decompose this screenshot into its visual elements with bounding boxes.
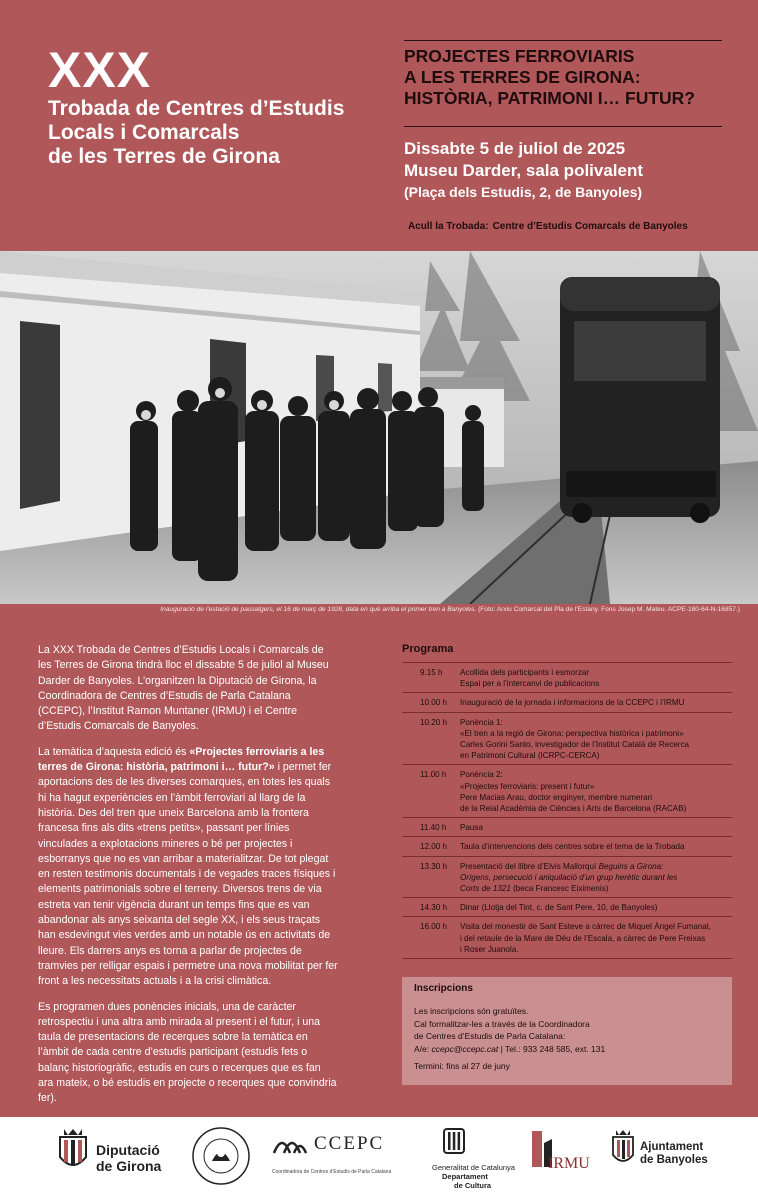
diputacio-crest-icon — [56, 1127, 90, 1175]
programme-line: Pausa — [460, 823, 483, 833]
banyoles-crest-icon — [610, 1127, 636, 1167]
centre-estudis-banyoles-logo — [190, 1125, 252, 1192]
event-title — [48, 97, 378, 169]
programme-text: (beca Francesc Eiximenis) — [510, 884, 609, 894]
programme-time: 11.00 h — [420, 770, 447, 780]
event-venue: Museu Darder, sala polivalent — [404, 161, 644, 180]
programme-line: i Roser Juanola. — [460, 944, 519, 954]
programme-title: Programa — [402, 643, 454, 655]
intro-paragraph: Es programen dues ponències inicials, una de caràcter retrospectiu i una altra amb mirada al present i el futur, i una taula de presentacions de recerques sobre la temàtica en l’àmbit de cada centre d’estudis participant (estudis fets o balanç historiogràfic, estudis en curs o recerques que es fan ara mateix, o bé estudis en projecte o recerques que convindria fer). — [38, 1000, 337, 1105]
programme-desc — [460, 822, 732, 833]
ccepc-subtitle: Coordinadora de Centres d’Estudis de Parla Catalana — [272, 1169, 392, 1175]
programme-line: Acollida dels participants i esmorzar — [460, 668, 590, 677]
programme-row — [402, 916, 732, 959]
programme-desc — [460, 697, 732, 708]
programme-line: Ponència 2: — [460, 770, 503, 780]
programme-row — [402, 817, 732, 836]
event-title-line: Trobada de Centres d’Estudis — [48, 97, 345, 120]
programme-time: 9.15 h — [420, 668, 443, 677]
ajuntament-line: de Banyoles — [640, 1154, 708, 1166]
programme-time: 12.00 h — [420, 842, 448, 852]
programme-row — [402, 662, 732, 692]
host-line — [404, 221, 688, 232]
programme-line: Espai per a l’intercanvi de publicacions — [460, 679, 600, 689]
programme-desc — [460, 841, 732, 852]
programme-line — [460, 883, 732, 894]
ccepc-logo — [272, 1127, 392, 1175]
divider — [404, 40, 722, 41]
event-title-line: de les Terres de Girona — [48, 145, 280, 168]
programme-line: Taula d’intervencions dels centres sobre el tema de la Trobada — [460, 842, 685, 852]
department-line: Departament — [442, 1172, 488, 1181]
programme-time: 10.00 h — [420, 698, 448, 708]
intro-text-run: La temàtica d’aquesta edició és — [38, 745, 190, 758]
sponsor-logos — [0, 1117, 758, 1200]
department-line: de Cultura — [454, 1181, 492, 1190]
phone-number: Tel.: 933 248 585, ext. 131 — [505, 1043, 606, 1054]
programme-desc — [460, 667, 732, 689]
intro-text — [38, 643, 338, 1117]
inscripcions-line: Les inscripcions són gratuïtes. — [414, 1006, 529, 1016]
diputacio-girona-logo — [56, 1127, 162, 1180]
edition-number: XXX — [48, 42, 152, 98]
programme-line — [460, 861, 732, 872]
ajuntament-name — [640, 1141, 708, 1167]
programme-line: i del retaule de la Mare de Déu de l’Escala, a càrrec de Pere Freixas — [460, 933, 706, 943]
inscripcions-title: Inscripcions — [414, 983, 473, 994]
divider — [404, 126, 722, 127]
programme-row — [402, 836, 732, 855]
intro-paragraph — [38, 745, 338, 990]
programme-line: en Patrimoni Cultural (ICRPC-CERCA) — [460, 751, 600, 761]
email-link[interactable]: ccepc@ccepc.cat — [431, 1043, 499, 1054]
programme-row — [402, 856, 732, 898]
ccepc-name: CCEPC — [314, 1133, 385, 1154]
caption-credit: (Foto: Arxiu Comarcal del Pla de l’Estany. Fons Josep M. Mateu. ACPE-180-64-N-16857.) — [478, 606, 740, 613]
ccepc-mark-icon — [272, 1127, 308, 1157]
programme-row — [402, 897, 732, 916]
programme-line — [460, 872, 732, 883]
programme-line: Visita del monestir de Sant Esteve a càrrec de Miquel Àngel Fumanal, — [460, 922, 711, 932]
generalitat-emblem-icon — [440, 1127, 468, 1157]
programme-desc — [460, 921, 732, 955]
programme-line: Inauguració de la jornada i informacions de la CCEPC i l’IRMU — [460, 698, 685, 708]
programme-line: Dinar (Llotja del Tint, c. de Sant Pere, 10, de Banyoles) — [460, 903, 658, 913]
programme-row — [402, 764, 732, 817]
caption-text: Inauguració de l’estació de passatgers, el 16 de març de 1928, data en què arriba el primer tren a Banyoles. — [160, 606, 477, 613]
inscripcions-box — [402, 977, 732, 1085]
inscripcions-line: de Centres d’Estudis de Parla Catalana: — [414, 1031, 566, 1041]
programme-line: Carles Gorini Santo, investigador de l’Institut Català de Recerca — [460, 740, 689, 750]
programme-line: «Projectes ferroviaris: present i futur» — [460, 781, 595, 791]
deadline: Termini: fins al 27 de juny — [414, 1061, 510, 1071]
historic-photo — [0, 251, 758, 604]
inscripcions-text — [414, 1005, 605, 1073]
diputacio-line: de Girona — [96, 1158, 162, 1174]
diputacio-line: Diputació — [96, 1142, 160, 1158]
generalitat-logo — [432, 1127, 515, 1190]
book-title: Corts de 1321 — [460, 884, 511, 894]
programme-line: de la Reial Acadèmia de Ciències i Arts de Barcelona (RACAB) — [460, 804, 687, 814]
programme-desc — [460, 902, 732, 913]
centre-estudis-seal-icon — [190, 1125, 252, 1187]
programme-row — [402, 712, 732, 765]
host-name: Centre d’Estudis Comarcals de Banyoles — [492, 221, 688, 232]
event-address: (Plaça dels Estudis, 2, de Banyoles) — [404, 184, 643, 200]
generalitat-name: Generalitat de Catalunya — [432, 1163, 515, 1172]
programme-time: 11.40 h — [420, 823, 447, 833]
email-label: A/e: — [414, 1043, 430, 1054]
programme-desc — [460, 861, 732, 895]
intro-text-run: i permet fer aportacions des de les diverses comarques, en totes les quals hi ha hagut experiències en l’àmbit ferroviari al llarg de la història. Des del tren que uneix Barcelona amb la frontera francesa fins als dits «trens petits», passant per línies vinculades a explotacions mineres o bé per projectes i esborranys que no es van arribar a materialitzar. De tot plegat en resten testimonis documentals i de vegades traces físiques i elements patrimonials sobre el terreny. Diversos trens de via estreta van tenir vigència durant un temps fins que es van abandonar als anys seixanta del segle XX, i els seus traçats han esdevingut vies verdes amb un notable ús en activitats de lleure. Els darrers anys es torna a parlar de projectes de tramvies per relligar espais i permetre una nova mobilitat per fer front a les necessitats actuals i a la crisi climàtica. — [38, 761, 338, 988]
programme-time: 13.30 h — [420, 861, 448, 871]
contact-line: A/e: ccepc@ccepc.cat | Tel.: 933 248 585, ext. 131 — [414, 1043, 606, 1054]
programme-time: 14.30 h — [420, 903, 448, 913]
programme-line: Ponència 1: — [460, 717, 503, 727]
programme-desc — [460, 717, 732, 762]
photo-caption — [0, 606, 740, 613]
programme-line: «El tren a la regió de Girona: perspectiva històrica i patrimoni» — [460, 728, 684, 738]
topic-line: A LES TERRES DE GIRONA: — [404, 67, 641, 87]
programme-time: 10.20 h — [420, 717, 448, 727]
book-title: Orígens, persecució i aniquilació d’un grup herètic durant les — [460, 872, 678, 882]
event-date: Dissabte 5 de juliol de 2025 — [404, 139, 626, 158]
programme-line: Pere Macias Arau, doctor enginyer, membre numerari — [460, 792, 653, 802]
ajuntament-banyoles-logo — [610, 1127, 708, 1172]
programme-desc — [460, 769, 732, 814]
inscripcions-line: Cal formalitzar-les a través de la Coordinadora — [414, 1018, 590, 1029]
event-title-line: Locals i Comarcals — [48, 121, 240, 144]
ajuntament-line: Ajuntament — [640, 1141, 704, 1153]
intro-theme: «Projectes ferroviaris a les terres de Girona: història, patrimoni i… futur?» — [38, 745, 325, 774]
topic-title — [404, 46, 734, 109]
programme-text: Presentació del llibre d’Elvis Mallorquí — [460, 861, 599, 871]
irmu-name: IRMU — [548, 1155, 590, 1172]
intro-paragraph: La XXX Trobada de Centres d’Estudis Locals i Comarcals de les Terres de Girona tindrà lloc el dissabte 5 de juliol al Museu Darder de Banyoles. L’organitzen la Diputació de Girona, la Coordinadora de Centres d’Estudis de Parla Catalana (CCEPC), l’Institut Ramon Muntaner (IRMU) i el Centre d’Estudis Comarcals de Banyoles. — [38, 644, 329, 733]
programme-time: 16.00 h — [420, 922, 448, 932]
host-label: Acull la Trobada: — [408, 221, 489, 232]
topic-line: HISTÒRIA, PATRIMONI I… FUTUR? — [404, 88, 695, 108]
irmu-logo — [528, 1127, 592, 1188]
book-title: Beguins a Girona: — [598, 861, 664, 871]
topic-line: PROJECTES FERROVIARIS — [404, 46, 635, 66]
programme-row — [402, 692, 732, 711]
diputacio-name — [96, 1142, 161, 1174]
programme-list — [402, 662, 732, 959]
